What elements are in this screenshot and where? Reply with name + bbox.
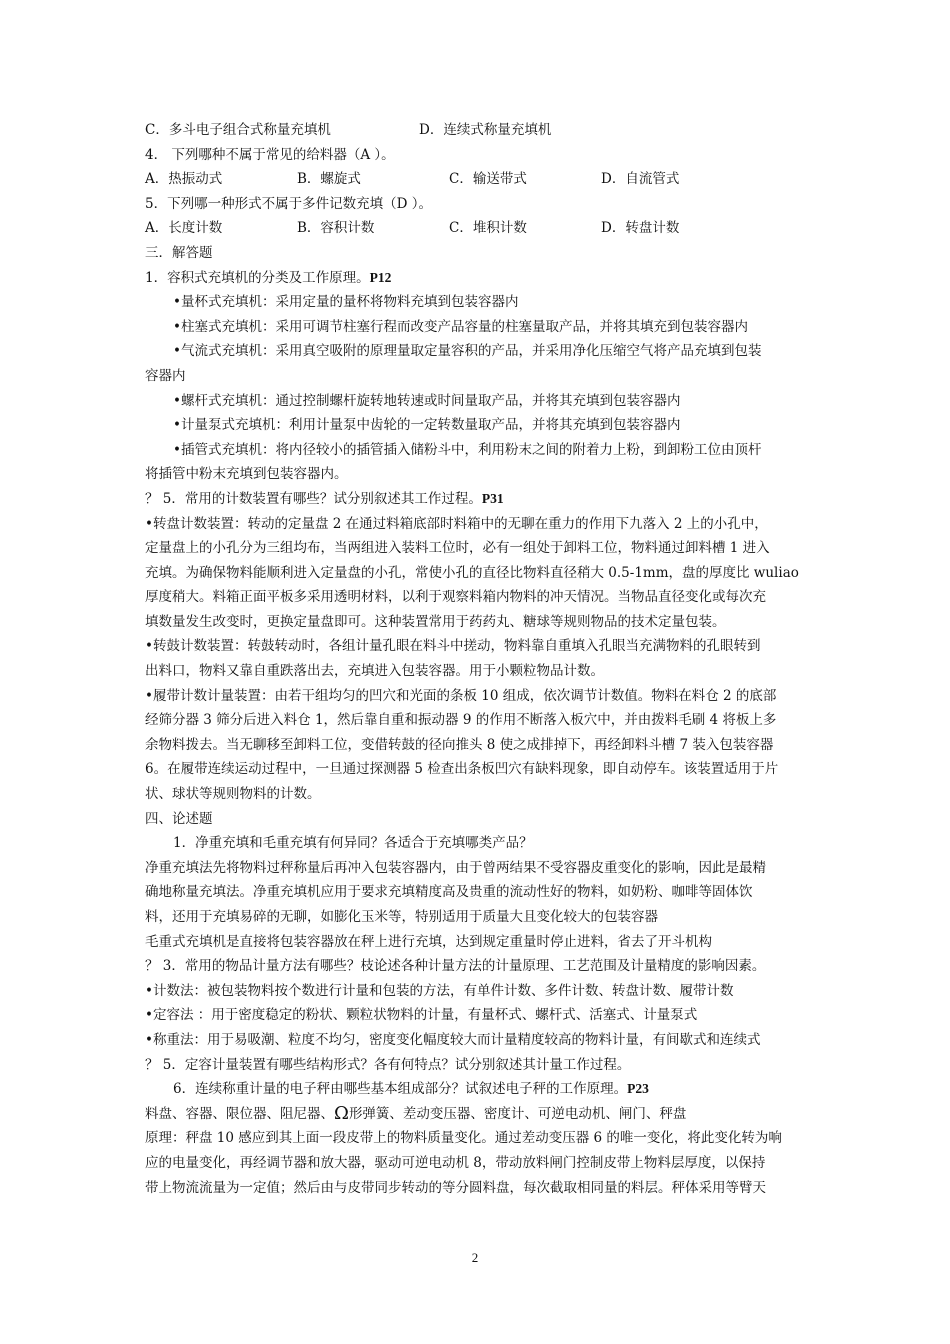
text-line: 余物料拨去。当无聊移至卸料工位，变借转鼓的径向推头 8 使之成排掉下，再经卸料斗槽 7 装入包装容器 <box>145 736 774 753</box>
page-reference: P12 <box>369 269 392 285</box>
text-line: 出料口，物料又靠自重跌落出去，充填进入包装容器。用于小颗粒物品计数。 <box>145 663 604 680</box>
text-line: 填数量发生改变时，更换定量盘即可。这种装置常用于药药丸、糖球等规则物品的技术定量包装。 <box>145 613 726 630</box>
bullet-item: •柱塞式充填机：采用可调节柱塞行程而改变产品容量的柱塞量取产品，并将其填充到包装容器内 <box>173 318 748 335</box>
paragraph-rotary-disc-counter <box>145 512 810 635</box>
text-line: •履带计数计量装置：由若干组均匀的凹穴和光面的条板 10 组成，依次调节计数值。物料在料仓 2 的底部 <box>145 687 777 704</box>
paragraph-drum-counter <box>145 634 810 683</box>
question-5-stem: 5．下列哪一种形式不属于多件记数充填（D ）。 <box>145 195 432 212</box>
bullet-item-continuation: 将插管中粉末充填到包装容器内。 <box>145 466 348 483</box>
paragraph-gross-weight: 毛重式充填机是直接将包装容器放在秤上进行充填，达到规定重量时停止进料，省去了开斗机构 <box>145 933 712 950</box>
bullet-item: •螺杆式充填机：通过控制螺杆旋转地转速或时间量取产品，并将其充填到包装容器内 <box>173 392 681 409</box>
page-number: 2 <box>471 1250 479 1265</box>
option-a: A．热振动式 <box>145 171 223 188</box>
question-stem <box>145 266 810 291</box>
question-stem <box>145 1077 810 1102</box>
text-line: 经筛分器 3 筛分后进入料仓 1，然后靠自重和振动器 9 的作用不断落入板穴中，并由拨料毛刷 4 将板上多 <box>145 712 777 729</box>
text-line: •转盘计数装置：转动的定量盘 2 在通过料箱底部时料箱中的无聊在重力的作用下九落入 2 上的小孔中， <box>145 515 768 532</box>
option-b: B．螺旋式 <box>297 171 361 188</box>
bullet-item: •插管式充填机：将内径较小的插管插入储粉斗中，利用粉末之间的附着力上粉，到卸粉工位由顶杆 <box>173 441 762 458</box>
bullet-item: •定容法 ：用于密度稳定的粉状、颗粒状物料的计量，有量杯式、螺杆式、活塞式、计量泵式 <box>145 1007 698 1024</box>
page-reference: P23 <box>627 1081 649 1097</box>
text-line: 充填。为确保物料能顺利进入定量盘的小孔，常使小孔的直径比物料直径稍大 0.5-1mm，盘的厚度比 wuliao <box>145 564 799 581</box>
question-stem: 1．净重充填和毛重充填有何异同？各适合于充填哪类产品？ <box>173 835 533 852</box>
text-line: 6。在履带连续运动过程中，一旦通过探测器 5 检查出条板凹穴有缺料现象，即自动停车。该装置适用于片 <box>145 761 779 778</box>
text-line: 原理：秤盘 10 感应到其上面一段皮带上的物料质量变化。通过差动变压器 6 的唯一变化，将此变化转为响 <box>145 1130 782 1147</box>
question-4-stem: 4． 下列哪种不属于常见的给料器（A ）。 <box>145 146 395 163</box>
question-text: ？ 5．常用的计数装置有哪些？试分别叙述其工作过程。 <box>145 490 482 507</box>
bullet-item: •计数法：被包装物料按个数进行计量和包装的方法，有单件计数、多件计数、转盘计数、履带计数 <box>145 982 734 999</box>
paragraph-principle <box>145 1126 810 1200</box>
omega-symbol: Ω <box>334 1102 349 1124</box>
bullet-item: •计量泵式充填机：利用计量泵中齿轮的一定转数量取产品，并将其充填到包装容器内 <box>173 417 681 434</box>
question-stem: ？ 3．常用的物品计量方法有哪些？枝论述各种计量方法的计量原理、工艺范围及计量精度的影响因素。 <box>145 958 766 975</box>
text-line: 确地称量充填法。净重充填机应用于要求充填精度高及贵重的流动性好的物料，如奶粉、咖啡等固体饮 <box>145 884 753 901</box>
page-body <box>145 118 810 1200</box>
option-a: A．长度计数 <box>145 220 223 237</box>
question-text: 6．连续称重计量的电子秤由哪些基本组成部分？试叙述电子秤的工作原理。 <box>173 1081 628 1098</box>
bullet-item: •气流式充填机：采用真空吸附的原理量取定量容积的产品，并采用净化压缩空气将产品充填到包装 <box>173 343 762 360</box>
components-text: 形弹簧、差动变压器、密度计、可逆电动机、闸门、秤盘 <box>348 1105 687 1122</box>
text-line: 带上物流流量为一定值；然后由与皮带同步转动的等分圆料盘，每次截取相同量的料层。秤体采用等臂天 <box>145 1179 766 1196</box>
bullet-item: •量杯式充填机：采用定量的量杯将物料充填到包装容器内 <box>173 294 519 311</box>
paragraph-track-counter <box>145 684 810 807</box>
text-line: 状、球状等规则物料的计数。 <box>145 786 321 803</box>
text-line: 料，还用于充填易碎的无聊，如膨化玉米等，特别适用于质量大且变化较大的包装容器 <box>145 909 658 925</box>
option-d: D．连续式称量充填机 <box>419 122 552 138</box>
paragraph-net-weight <box>145 856 810 930</box>
text-line: 净重充填法先将物料过秤称量后再冲入包装容器内，由于曾两结果不受容器皮重变化的影响，因此是最精 <box>145 859 766 876</box>
section-heading: 三．解答题 <box>145 244 213 261</box>
question-4-options <box>145 167 810 192</box>
question-stem: ？ 5．定容计量装置有哪些结构形式？各有何特点？试分别叙述其计量工作过程。 <box>145 1056 631 1073</box>
text-line: 厚度稍大。料箱正面平板多采用透明材料，以利于观察料箱内物料的冲天情况。当物品直径变化或每次充 <box>145 589 766 606</box>
components-text: 料盘、容器、限位器、阻尼器、 <box>145 1105 334 1122</box>
text-line: 应的电量变化，再经调节器和放大器，驱动可逆电动机 8，带动放料闸门控制皮带上物料层厚度，以保持 <box>145 1154 766 1171</box>
question-text: 1．容积式充填机的分类及工作原理。 <box>145 269 370 286</box>
option-c: C．多斗电子组合式称量充填机 <box>145 122 331 138</box>
option-b: B．容积计数 <box>297 220 375 237</box>
option-d: D．自流管式 <box>601 171 680 188</box>
components-list <box>145 1102 810 1127</box>
question-5-options <box>145 216 810 241</box>
option-d: D．转盘计数 <box>601 220 680 237</box>
bullet-item-continuation: 容器内 <box>145 367 186 384</box>
section-heading: 四、论述题 <box>145 810 213 827</box>
option-c: C．输送带式 <box>449 171 527 188</box>
page-reference: P31 <box>481 490 504 506</box>
text-line: •转鼓计数装置：转鼓转动时，各组计量孔眼在料斗中搓动，物料靠自重填入孔眼当充满物料的孔眼转到 <box>145 638 761 655</box>
text-line: 定量盘上的小孔分为三组均布，当两组进入装料工位时，必有一组处于卸料工位，物料通过卸料槽 1 进入 <box>145 540 770 557</box>
bullet-item: •称重法：用于易吸潮、粒度不均匀，密度变化幅度较大而计量精度较高的物料计量，有间歇式和连续式 <box>145 1031 761 1048</box>
question-stem <box>145 487 810 512</box>
mc-options-prev <box>145 118 810 143</box>
option-c: C．堆积计数 <box>449 220 527 237</box>
